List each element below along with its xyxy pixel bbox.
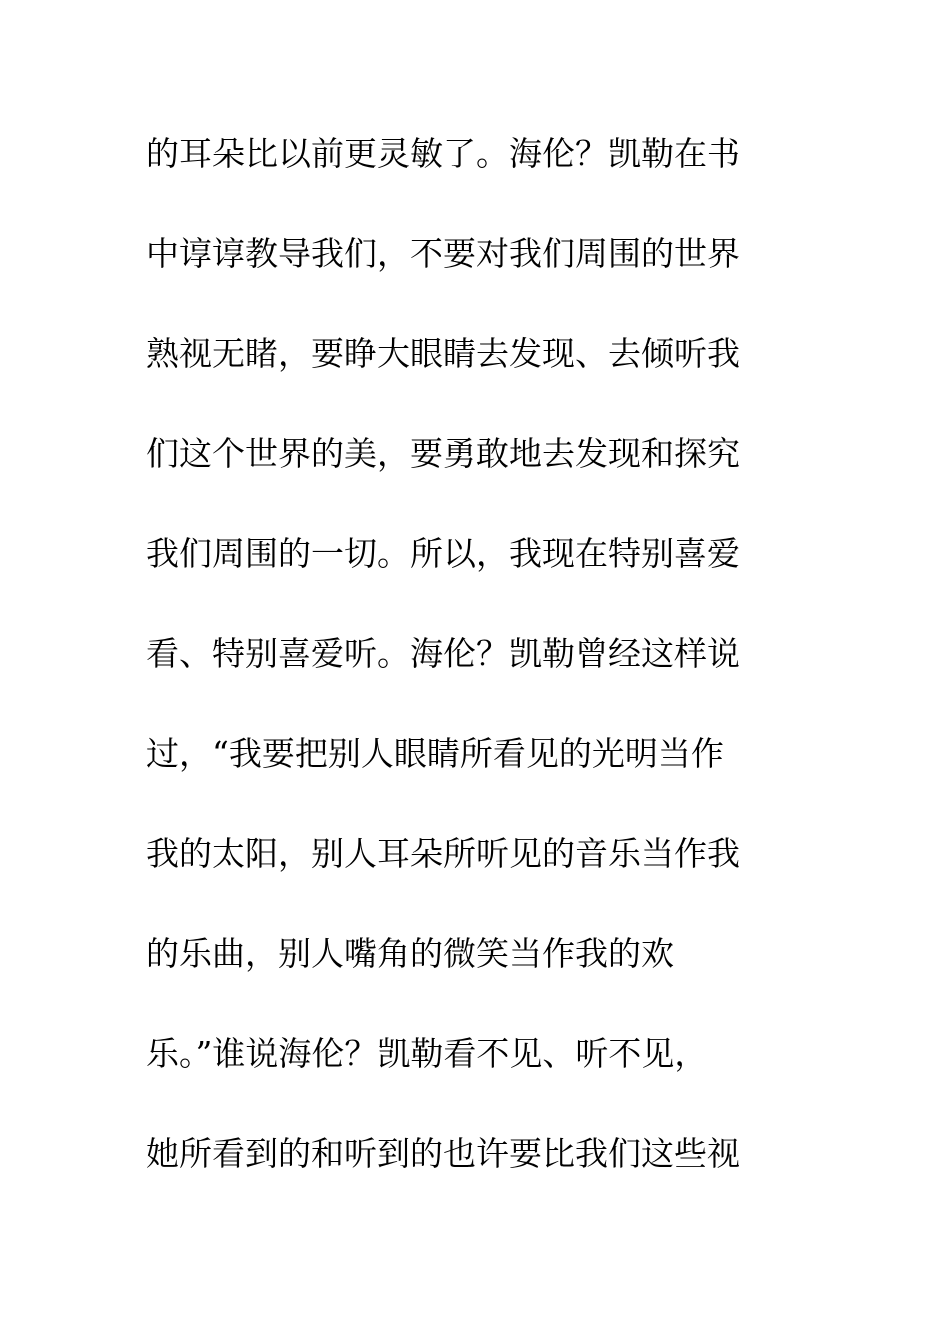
text-line: 的耳朵比以前更灵敏了。海伦？凯勒在书 <box>146 134 740 173</box>
text-line: 熟视无睹，要睁大眼睛去发现、去倾听我 <box>146 334 740 373</box>
text-line: 中谆谆教导我们，不要对我们周围的世界 <box>146 234 740 273</box>
text-line: 我的太阳，别人耳朵所听见的音乐当作我 <box>146 834 740 873</box>
text-line: 过，“我要把别人眼睛所看见的光明当作 <box>146 734 724 773</box>
text-line: 的乐曲，别人嘴角的微笑当作我的欢 <box>146 934 674 973</box>
body-text <box>146 126 786 1226</box>
text-line: 们这个世界的美，要勇敢地去发现和探究 <box>146 434 740 473</box>
text-line: 乐。”谁说海伦？凯勒看不见、听不见， <box>146 1034 708 1073</box>
text-line: 我们周围的一切。所以，我现在特别喜爱 <box>146 534 740 573</box>
text-line: 看、特别喜爱听。海伦？凯勒曾经这样说 <box>146 634 740 673</box>
text-line: 她所看到的和听到的也许要比我们这些视 <box>146 1134 740 1173</box>
